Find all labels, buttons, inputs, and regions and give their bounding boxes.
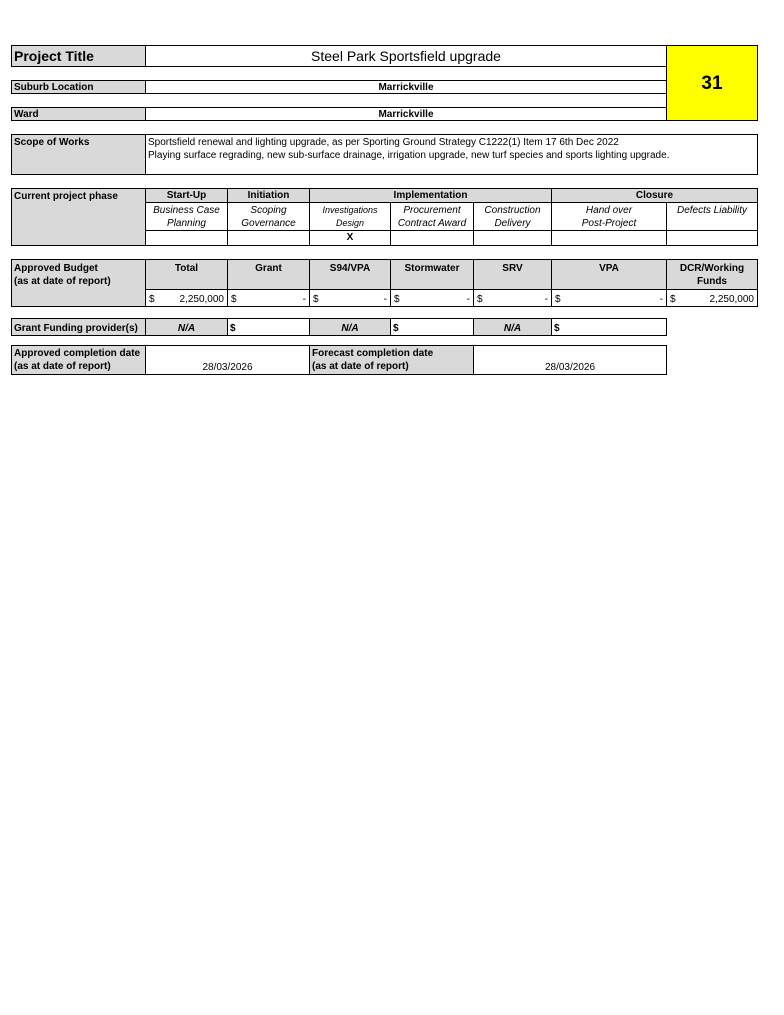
- stage-top: Business Case: [153, 205, 220, 216]
- grant-provider-label: Grant Funding provider(s): [11, 318, 146, 336]
- stage-mark-procurement: [390, 230, 474, 246]
- currency-symbol: $: [394, 294, 400, 305]
- forecast-completion-date: 28/03/2026: [473, 345, 667, 375]
- stage-bottom: Planning: [167, 218, 206, 229]
- budget-header-dcr-line2: Funds: [697, 276, 727, 287]
- budget-header-stormwater: Stormwater: [390, 259, 474, 290]
- stage-defects-liability: [666, 202, 758, 231]
- grant-amount-1: $: [227, 318, 310, 336]
- budget-label: [11, 259, 146, 307]
- stage-mark-construction: [473, 230, 552, 246]
- suburb-value: Marrickville: [145, 80, 667, 94]
- scope-line-1: Sportsfield renewal and lighting upgrade, as per Sporting Ground Strategy C1222(1) Item 17 6th Dec 2022: [148, 137, 619, 148]
- amount: -: [544, 294, 548, 305]
- stage-procurement: [390, 202, 474, 231]
- budget-value-srv: [473, 289, 552, 307]
- stage-top: Procurement: [403, 205, 461, 216]
- project-title-value: Steel Park Sportsfield upgrade: [145, 45, 667, 67]
- budget-header-vpa: VPA: [551, 259, 667, 290]
- budget-header-total: Total: [145, 259, 228, 290]
- budget-label-line2: (as at date of report): [14, 276, 111, 287]
- grant-provider-2: N/A: [309, 318, 391, 336]
- scope-line-2: Playing surface regrading, new sub-surface drainage, irrigation upgrade, new turf species and sports lighting upgrade.: [148, 150, 670, 161]
- stage-business-case: [145, 202, 228, 231]
- currency-symbol: $: [670, 294, 676, 305]
- budget-header-s94: S94/VPA: [309, 259, 391, 290]
- grant-amount-2: $: [390, 318, 474, 336]
- budget-header-grant: Grant: [227, 259, 310, 290]
- budget-header-srv: SRV: [473, 259, 552, 290]
- forecast-completion-label: [309, 345, 474, 375]
- approved-completion-label: [11, 345, 146, 375]
- forecast-completion-label-line1: Forecast completion date: [312, 348, 434, 359]
- project-title-label: Project Title: [11, 45, 146, 67]
- currency-symbol: $: [313, 294, 319, 305]
- amount: -: [302, 294, 306, 305]
- budget-value-s94: [309, 289, 391, 307]
- stage-mark-business-case: [145, 230, 228, 246]
- stage-construction: [473, 202, 552, 231]
- grant-provider-1: N/A: [145, 318, 228, 336]
- stage-bottom: Post-Project: [581, 218, 637, 229]
- ward-value: Marrickville: [145, 107, 667, 121]
- stage-scoping: [227, 202, 310, 231]
- currency-symbol: $: [477, 294, 483, 305]
- stage-hand-over: [551, 202, 667, 231]
- phase-group-implementation: Implementation: [309, 188, 552, 203]
- project-number-badge: 31: [666, 45, 758, 121]
- phase-group-closure: Closure: [551, 188, 758, 203]
- budget-value-vpa: [551, 289, 667, 307]
- currency-symbol: $: [231, 294, 237, 305]
- stage-top: Scoping: [250, 205, 287, 216]
- approved-completion-label-line1: Approved completion date: [14, 348, 141, 359]
- budget-header-dcr: [666, 259, 758, 290]
- stage-mark-hand-over: [551, 230, 667, 246]
- amount: 2,250,000: [179, 294, 224, 305]
- currency-symbol: $: [555, 294, 561, 305]
- grant-amount-3: $: [551, 318, 667, 336]
- stage-top: Defects Liability: [676, 205, 748, 216]
- currency-symbol: $: [149, 294, 155, 305]
- stage-top: Hand over: [585, 205, 633, 216]
- scope-label: Scope of Works: [11, 134, 146, 175]
- stage-bottom: Governance: [241, 218, 296, 229]
- phase-group-initiation: Initiation: [227, 188, 310, 203]
- stage-top: Investigations: [322, 205, 378, 215]
- amount: 2,250,000: [709, 294, 754, 305]
- stage-mark-scoping: [227, 230, 310, 246]
- approved-completion-label-line2: (as at date of report): [14, 361, 111, 372]
- stage-mark-defects-liability: [666, 230, 758, 246]
- phase-group-startup: Start-Up: [145, 188, 228, 203]
- stage-top: Construction: [484, 205, 541, 216]
- scope-description: [145, 134, 758, 175]
- budget-header-dcr-line1: DCR/Working: [679, 263, 745, 274]
- stage-bottom: Design: [335, 218, 364, 228]
- stage-investigations: [309, 202, 391, 231]
- grant-provider-3: N/A: [473, 318, 552, 336]
- amount: -: [659, 294, 663, 305]
- ward-label: Ward: [11, 107, 146, 121]
- budget-label-line1: Approved Budget: [14, 263, 98, 274]
- amount: -: [383, 294, 387, 305]
- forecast-completion-label-line2: (as at date of report): [312, 361, 409, 372]
- suburb-label: Suburb Location: [11, 80, 146, 94]
- budget-value-grant: [227, 289, 310, 307]
- budget-value-dcr: [666, 289, 758, 307]
- phase-label: Current project phase: [11, 188, 146, 246]
- budget-value-stormwater: [390, 289, 474, 307]
- stage-bottom: Delivery: [494, 218, 531, 229]
- stage-bottom: Contract Award: [397, 218, 467, 229]
- stage-mark-investigations: X: [309, 230, 391, 246]
- amount: -: [466, 294, 470, 305]
- budget-value-total: [145, 289, 228, 307]
- approved-completion-date: 28/03/2026: [145, 345, 310, 375]
